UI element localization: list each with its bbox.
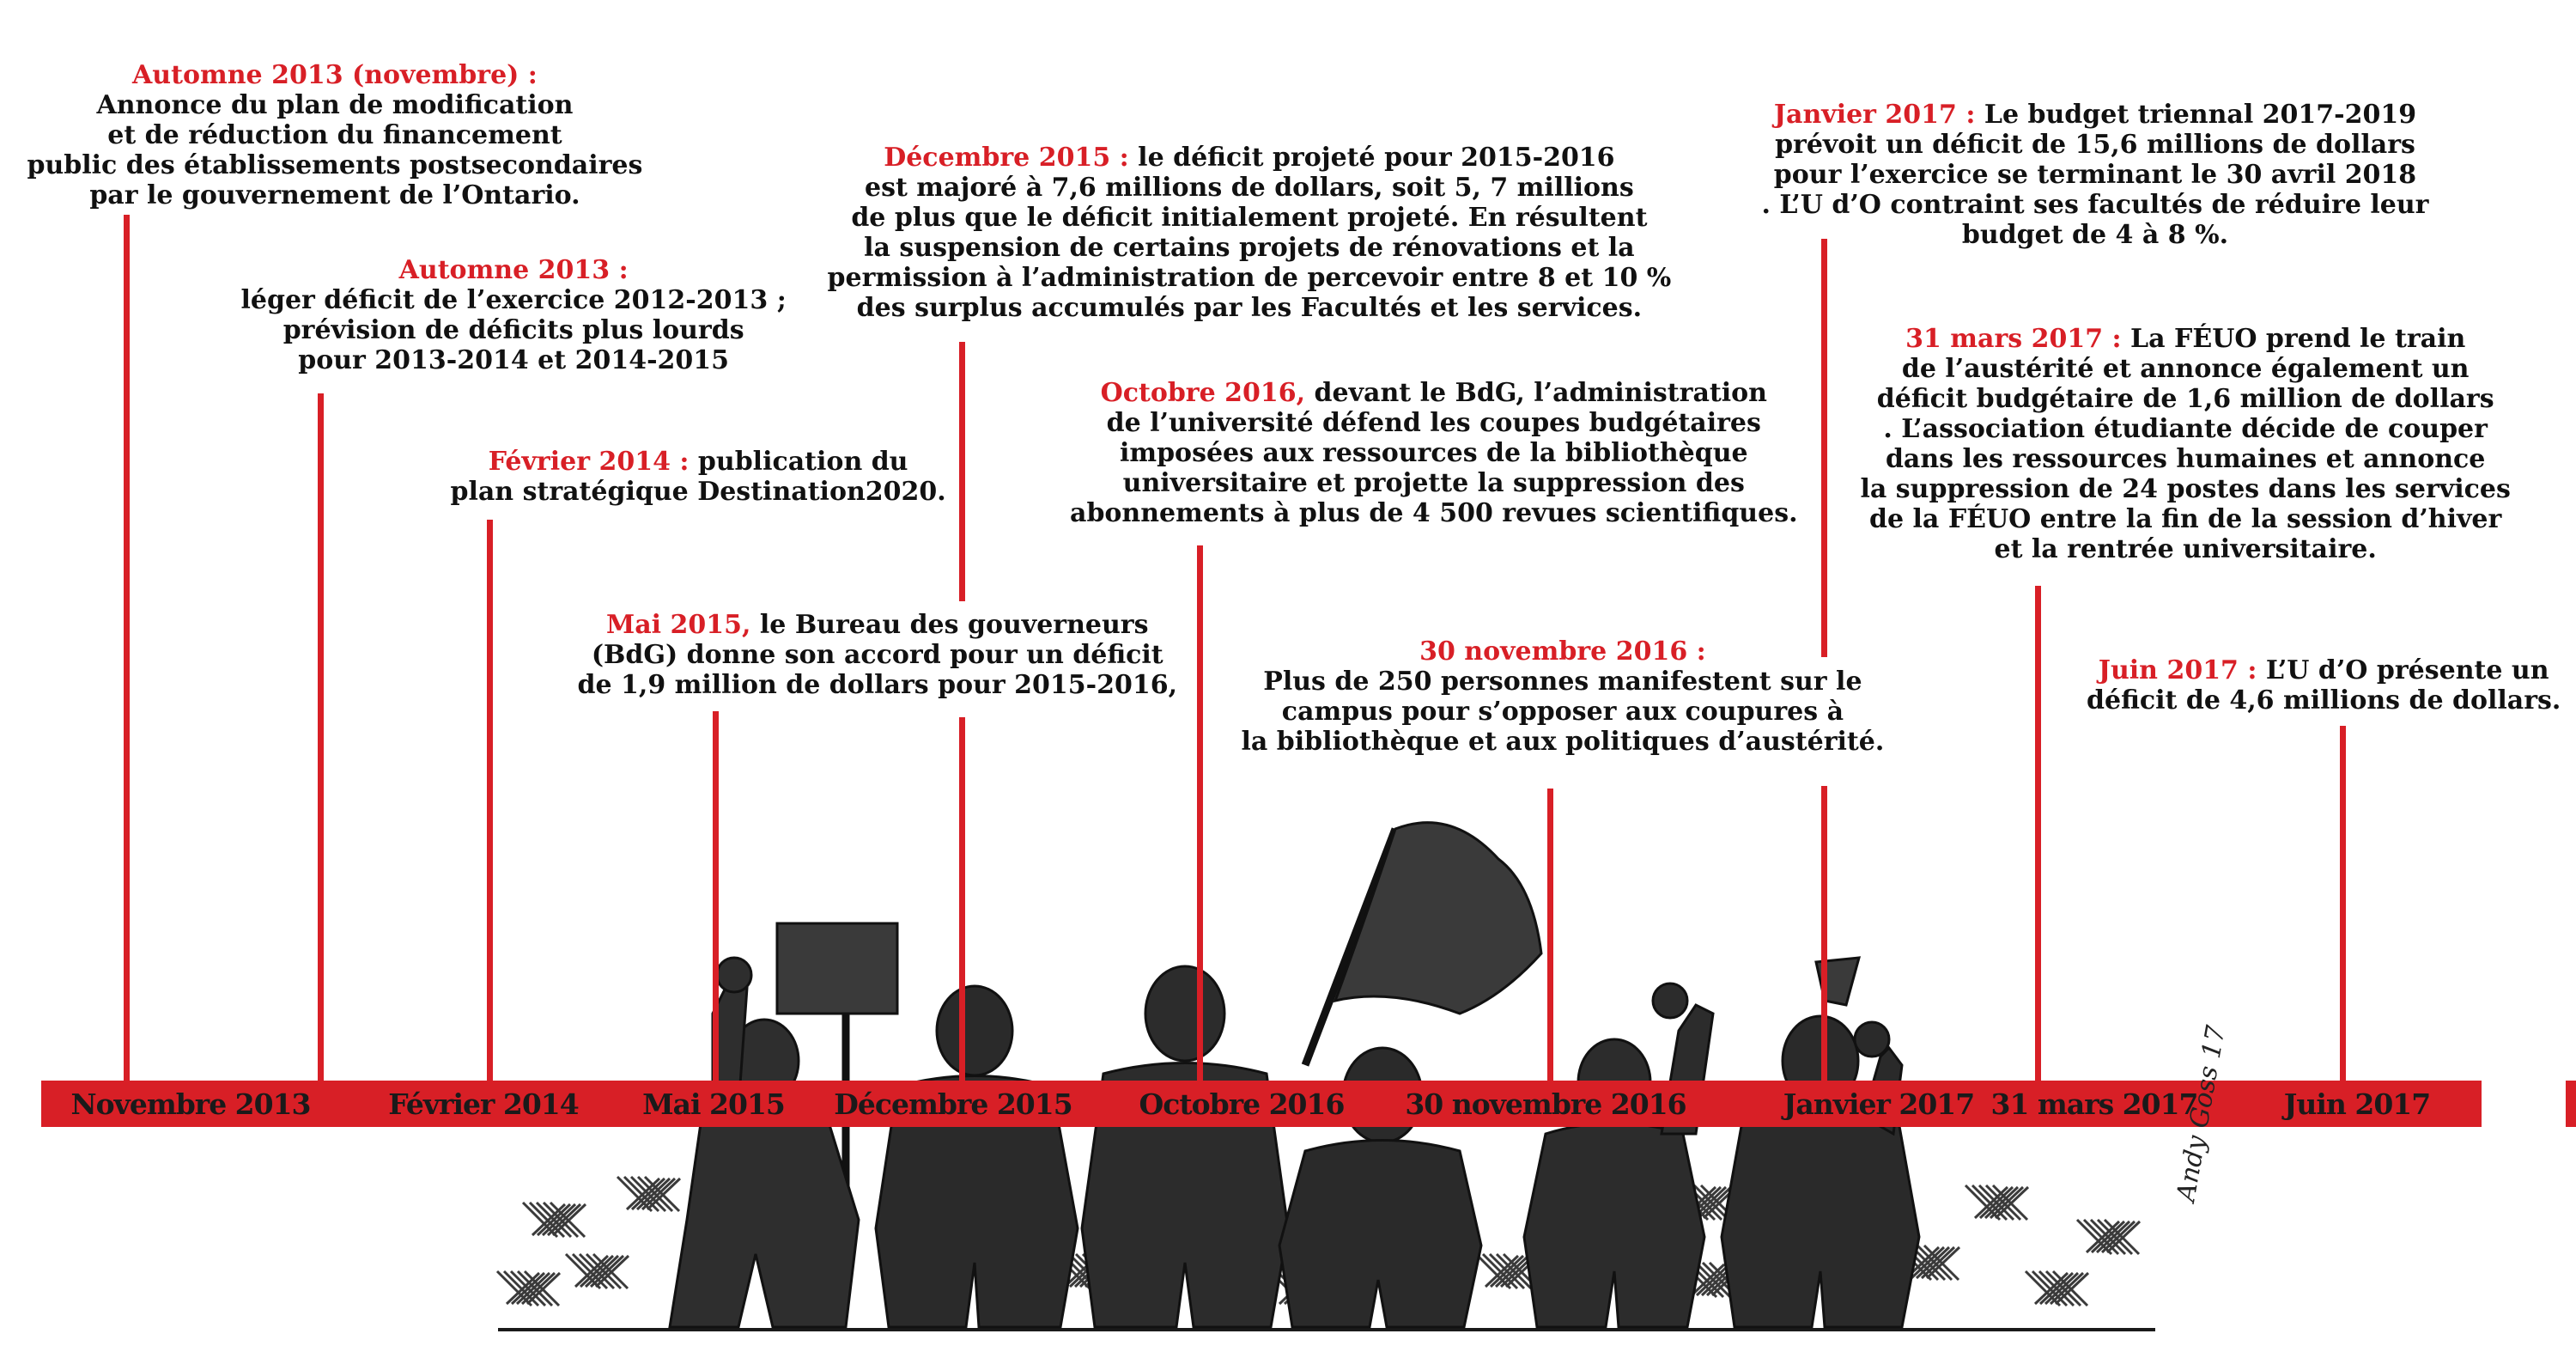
event-text-line: de l’austérité et annonce également un xyxy=(1901,354,2470,384)
event-date: Mai 2015, xyxy=(606,610,751,640)
event-text-line: budget de 4 à 8 %. xyxy=(1961,220,2229,250)
event-stem xyxy=(124,215,130,1084)
event-text-line: le Bureau des gouverneurs xyxy=(750,610,1149,640)
event-text-line: campus pour s’opposer aux coupures à xyxy=(1281,697,1844,727)
event-annotation xyxy=(241,255,787,375)
axis-label: Mai 2015 xyxy=(642,1087,785,1121)
event-first-line xyxy=(1861,324,2511,354)
axis-label: Juin 2017 xyxy=(2283,1087,2431,1121)
axis-label: Décembre 2015 xyxy=(834,1087,1072,1121)
protester xyxy=(876,986,1078,1327)
protester-with-flag xyxy=(1279,823,1541,1327)
axis-labels xyxy=(70,1087,2430,1121)
event-text-line: plan stratégique Destination2020. xyxy=(450,477,946,507)
event-text-line: Annonce du plan de modification xyxy=(96,90,574,120)
event-stem xyxy=(487,520,493,1084)
event-date: 31 mars 2017 : xyxy=(1905,324,2122,354)
event-first-line xyxy=(2087,655,2561,685)
axis-label: 31 mars 2017 xyxy=(1990,1087,2198,1121)
event-text-line: (BdG) donne son accord pour un déficit xyxy=(591,640,1163,670)
event-text-line: de 1,9 million de dollars pour 2015-2016, xyxy=(577,670,1178,700)
event-annotation xyxy=(578,610,1178,700)
event-stem xyxy=(318,393,324,1084)
event-text-line: . L’association étudiante décide de couper xyxy=(1883,414,2488,444)
event-text-line: et la rentrée universitaire. xyxy=(1994,534,2377,564)
event-text-line: déficit budgétaire de 1,6 million de dollars xyxy=(1876,384,2494,414)
timeline-edge-mark xyxy=(2566,1081,2576,1127)
event-text-line: La FÉUO prend le train xyxy=(2121,324,2466,354)
event-text-line: universitaire et projette la suppression des xyxy=(1122,468,1745,498)
event-text-line: de plus que le déficit initialement projeté. En résultent xyxy=(851,203,1648,233)
event-text-line: de l’université défend les coupes budgétaires xyxy=(1106,408,1761,438)
event-stem xyxy=(1197,545,1203,1084)
event-text-line: Plus de 250 personnes manifestent sur le xyxy=(1263,667,1862,697)
event-text-line: publication du xyxy=(689,447,908,477)
event-text-line: par le gouvernement de l’Ontario. xyxy=(89,180,580,210)
event-stem xyxy=(1547,789,1553,1084)
event-first-line xyxy=(1762,100,2429,130)
event-stem xyxy=(959,717,965,1084)
event-date: Février 2014 : xyxy=(488,447,690,477)
event-text-line: imposées aux ressources de la bibliothèque xyxy=(1119,438,1748,468)
event-text-line: public des établissements postsecondaires xyxy=(27,150,643,180)
event-text-line: . L’U d’O contraint ses facultés de réduire leur xyxy=(1761,190,2429,220)
event-first-line xyxy=(451,447,946,477)
event-text-line: Le budget triennal 2017-2019 xyxy=(1975,100,2417,130)
axis-label: Novembre 2013 xyxy=(70,1087,311,1121)
event-stem xyxy=(2035,586,2041,1084)
event-stem xyxy=(2340,726,2346,1084)
event-text-line: permission à l’administration de percevoir entre 8 et 10 % xyxy=(827,263,1672,293)
event-text-line: L’U d’O présente un xyxy=(2257,655,2549,685)
event-text-line: et de réduction du financement xyxy=(107,120,562,150)
event-annotation xyxy=(1762,100,2429,250)
event-first-line xyxy=(1070,378,1798,408)
event-stem xyxy=(713,711,719,1084)
event-text-line: léger déficit de l’exercice 2012-2013 ; xyxy=(240,285,787,315)
event-text-line: pour l’exercice se terminant le 30 avril 2018 xyxy=(1773,160,2417,190)
protest-crowd-illustration xyxy=(497,823,2155,1330)
event-text-line: la bibliothèque et aux politiques d’austérité. xyxy=(1241,727,1885,757)
event-date: Décembre 2015 : xyxy=(884,143,1129,173)
event-text-line: abonnements à plus de 4 500 revues scientifiques. xyxy=(1070,498,1798,528)
event-date: 30 novembre 2016 : xyxy=(1419,636,1706,667)
event-date: Juin 2017 : xyxy=(2098,655,2257,685)
event-annotation xyxy=(1242,636,1885,757)
event-text-line: dans les ressources humaines et annonce xyxy=(1885,444,2486,474)
axis-label: 30 novembre 2016 xyxy=(1405,1087,1686,1121)
event-annotation xyxy=(451,447,946,507)
protester-with-megaphone xyxy=(1722,958,1919,1327)
event-annotation xyxy=(27,60,643,210)
signature-text: Andy Goss 17 xyxy=(2171,1023,2232,1204)
event-annotation xyxy=(1861,324,2511,564)
event-annotation xyxy=(2087,655,2561,716)
event-text-line: est majoré à 7,6 millions de dollars, soit 5, 7 millions xyxy=(865,173,1634,203)
event-text-line: pour 2013-2014 et 2014-2015 xyxy=(298,345,730,375)
event-date: Janvier 2017 : xyxy=(1773,100,1976,130)
event-text-line: prévoit un déficit de 15,6 millions de dollars xyxy=(1775,130,2415,160)
event-text-line: le déficit projeté pour 2015-2016 xyxy=(1128,143,1615,173)
event-annotation xyxy=(828,143,1672,323)
event-text-line: de la FÉUO entre la fin de la session d’hiver xyxy=(1869,504,2502,534)
axis-label: Janvier 2017 xyxy=(1783,1087,1975,1121)
event-date: Automne 2013 (novembre) : xyxy=(132,60,538,90)
event-text-line: des surplus accumulés par les Facultés et les services. xyxy=(856,293,1643,323)
axis-label: Février 2014 xyxy=(388,1087,579,1121)
event-text-line: la suppression de 24 postes dans les services xyxy=(1860,474,2511,504)
event-text-line: la suspension de certains projets de rénovations et la xyxy=(864,233,1635,263)
event-text-line: déficit de 4,6 millions de dollars. xyxy=(2087,685,2561,716)
event-text-line: devant le BdG, l’administration xyxy=(1305,378,1767,408)
event-annotation xyxy=(1070,378,1798,528)
event-first-line xyxy=(578,610,1178,640)
protester xyxy=(1082,966,1288,1327)
event-date: Automne 2013 : xyxy=(398,255,629,285)
event-date: Octobre 2016, xyxy=(1100,378,1306,408)
axis-label: Octobre 2016 xyxy=(1139,1087,1345,1121)
event-first-line xyxy=(828,143,1672,173)
event-text-line: prévision de déficits plus lourds xyxy=(283,315,744,345)
